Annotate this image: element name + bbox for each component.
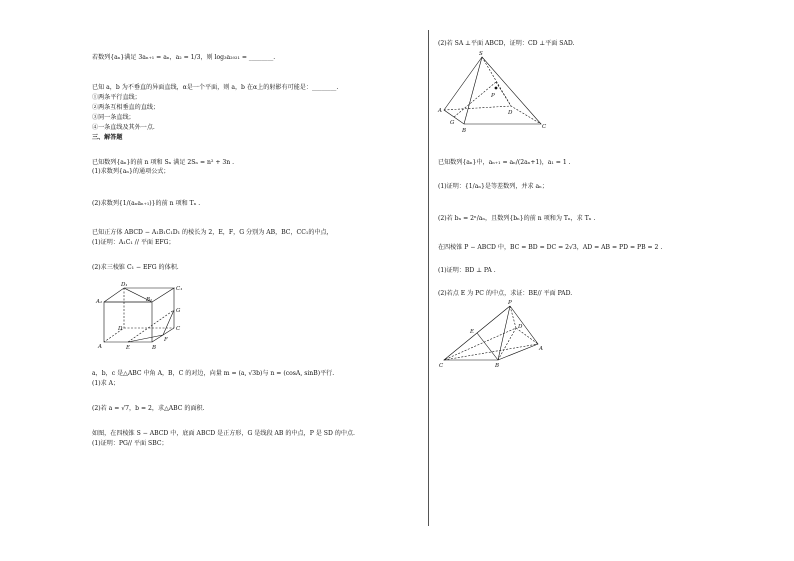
label-E: E (126, 345, 131, 351)
point-P (495, 87, 498, 90)
cube-figure (92, 280, 192, 352)
question-cube-part1: (1)证明：A₁C₁ // 平面 EFG； (92, 239, 175, 246)
question-triangle-part2: (2)若 a = √7，b = 2，求△ABC 的面积. (92, 405, 205, 412)
tetra-figure (438, 300, 548, 370)
question-skew-lines: 已知 a，b 为不垂直的异面直线，α是一个平面，则 a，b 在α上的射影有可能是：________. (92, 84, 339, 91)
option-1: ①两条平行直线； (92, 94, 141, 101)
question-tetra-part1: (1)证明：BD ⊥ PA . (438, 267, 496, 274)
label-A: A (539, 346, 543, 352)
pyramid-figure (436, 50, 551, 136)
label-A: A (98, 344, 102, 350)
label-F: F (164, 337, 168, 343)
question-pyramid-part1: (1)证明：PG// 平面 SBC； (92, 440, 168, 447)
question-sum-part2: (2)求数列{1/(aₙaₙ₊₁)}的前 n 项和 Tₙ . (92, 200, 201, 207)
option-3: ③同一条直线； (92, 114, 135, 121)
label-B: B (462, 128, 467, 134)
label-D: D (118, 326, 123, 332)
question-pyramid-part2: (2)若 SA ⊥平面 ABCD，证明：CD ⊥平面 SAD. (438, 40, 575, 47)
question-pyramid: 如图，在四棱锥 S − ABCD 中，底面 ABCD 是正方形，G 是线段 AB 的中点，P 是 SD 的中点. (92, 430, 355, 437)
label-G: G (176, 308, 181, 314)
column-divider (428, 30, 429, 526)
question-tetra: 在四棱锥 P − ABCD 中，BC = BD = DC = 2√3，AD = AB = PD = PB = 2 . (438, 244, 663, 251)
label-D: D (508, 110, 513, 116)
label-S: S (479, 51, 483, 57)
question-sum: 已知数列{aₙ}的前 n 项和 Sₙ 满足 2Sₙ = n² + 3n . (92, 159, 235, 166)
question-sequence-log: 若数列{aₙ}满足 3aₙ₊₁ = aₙ，a₂ = 1/3，则 log₃a₂₀₂₁ = ________. (92, 54, 276, 61)
label-B: B (495, 363, 500, 369)
question-recurrence-part1: (1)证明：{1/aₙ}是等差数列，并求 aₙ； (438, 183, 548, 190)
question-recurrence-part2: (2)若 bₙ = 2ⁿ/aₙ，且数列{bₙ}的前 n 项和为 Tₙ，求 Tₙ . (438, 215, 596, 222)
label-C: C (439, 363, 444, 369)
label-C1: C₁ (176, 286, 183, 292)
label-D1: D₁ (121, 282, 128, 288)
label-G: G (450, 120, 455, 126)
label-E: E (470, 329, 475, 335)
question-triangle: a，b，c 是△ABC 中角 A，B，C 的对边，向量 m = (a, √3b)与 n = (cosA, sinB)平行. (92, 370, 335, 377)
label-A: A (438, 108, 442, 114)
label-P: P (508, 300, 512, 306)
question-cube: 已知正方体 ABCD − A₁B₁C₁D₁ 的棱长为 2，E，F，G 分别为 AB，BC，CC₁的中点， (92, 229, 333, 236)
section-heading: 三、解答题 (92, 134, 123, 141)
question-sum-part1: (1)求数列{aₙ}的通项公式； (92, 168, 170, 175)
question-triangle-part1: (1)求 A； (92, 380, 120, 387)
label-B: B (152, 345, 157, 351)
question-tetra-part2: (2)若点 E 为 PC 的中点，求证：BE// 平面 PAD. (438, 290, 573, 297)
option-2: ②两条互相垂直的直线； (92, 104, 160, 111)
label-P: P (491, 93, 495, 99)
label-D: D (518, 324, 523, 330)
option-4: ④一条直线及其外一点. (92, 124, 155, 131)
label-A1: A₁ (96, 299, 103, 305)
label-B1: B₁ (146, 297, 153, 303)
label-C: C (176, 326, 181, 332)
label-C: C (542, 124, 547, 130)
question-cube-part2: (2)求三棱锥 C₁ − EFG 的体积. (92, 264, 179, 271)
question-recurrence: 已知数列{aₙ}中，aₙ₊₁ = aₙ/(2aₙ+1)，a₁ = 1 . (438, 159, 571, 166)
